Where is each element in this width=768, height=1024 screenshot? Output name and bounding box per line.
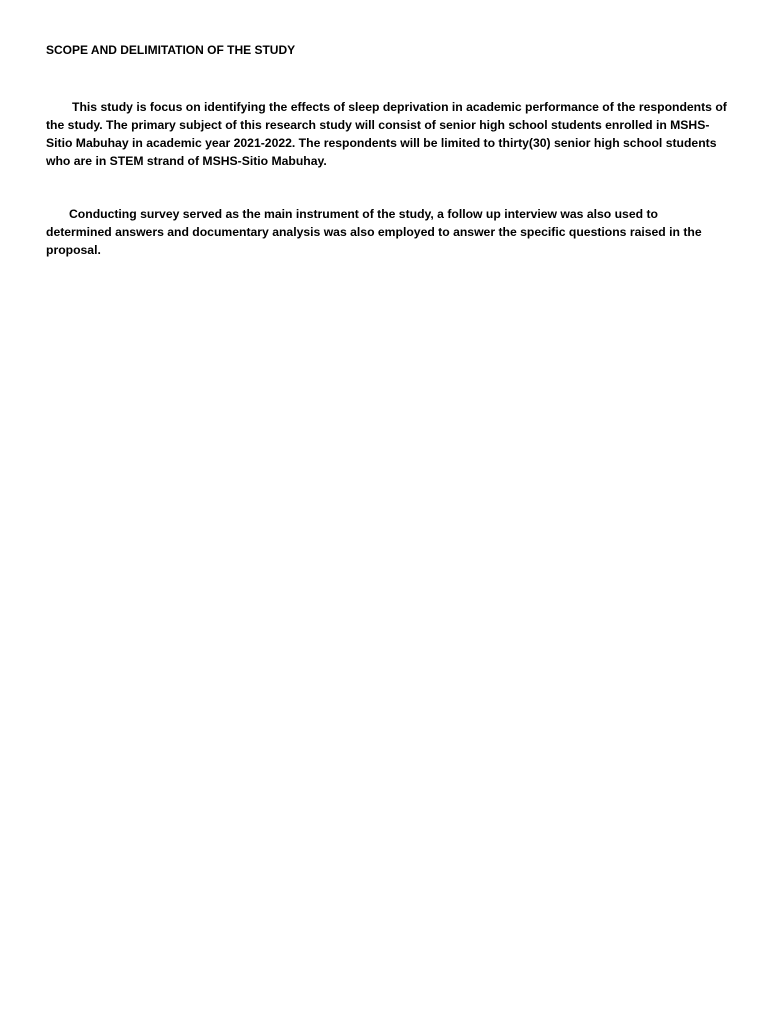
paragraph-line: determined answers and documentary analysis was also employed to answer the specific questions raised in the	[46, 225, 702, 239]
paragraph-line: the study. The primary subject of this research study will consist of senior high school students enrolled in MSHS-	[46, 118, 710, 132]
section-heading: SCOPE AND DELIMITATION OF THE STUDY	[46, 43, 296, 57]
paragraph-line: Conducting survey served as the main instrument of the study, a follow up interview was also used to	[69, 207, 658, 221]
paragraph-line: Sitio Mabuhay in academic year 2021-2022. The respondents will be limited to thirty(30) senior high school students	[46, 136, 717, 150]
paragraph-scope	[46, 98, 727, 170]
paragraph-line: proposal.	[46, 243, 101, 257]
paragraph-line: This study is focus on identifying the effects of sleep deprivation in academic performance of the respondents of	[72, 100, 727, 114]
paragraph-methods	[46, 205, 722, 259]
paragraph-line: who are in STEM strand of MSHS-Sitio Mabuhay.	[46, 154, 327, 168]
